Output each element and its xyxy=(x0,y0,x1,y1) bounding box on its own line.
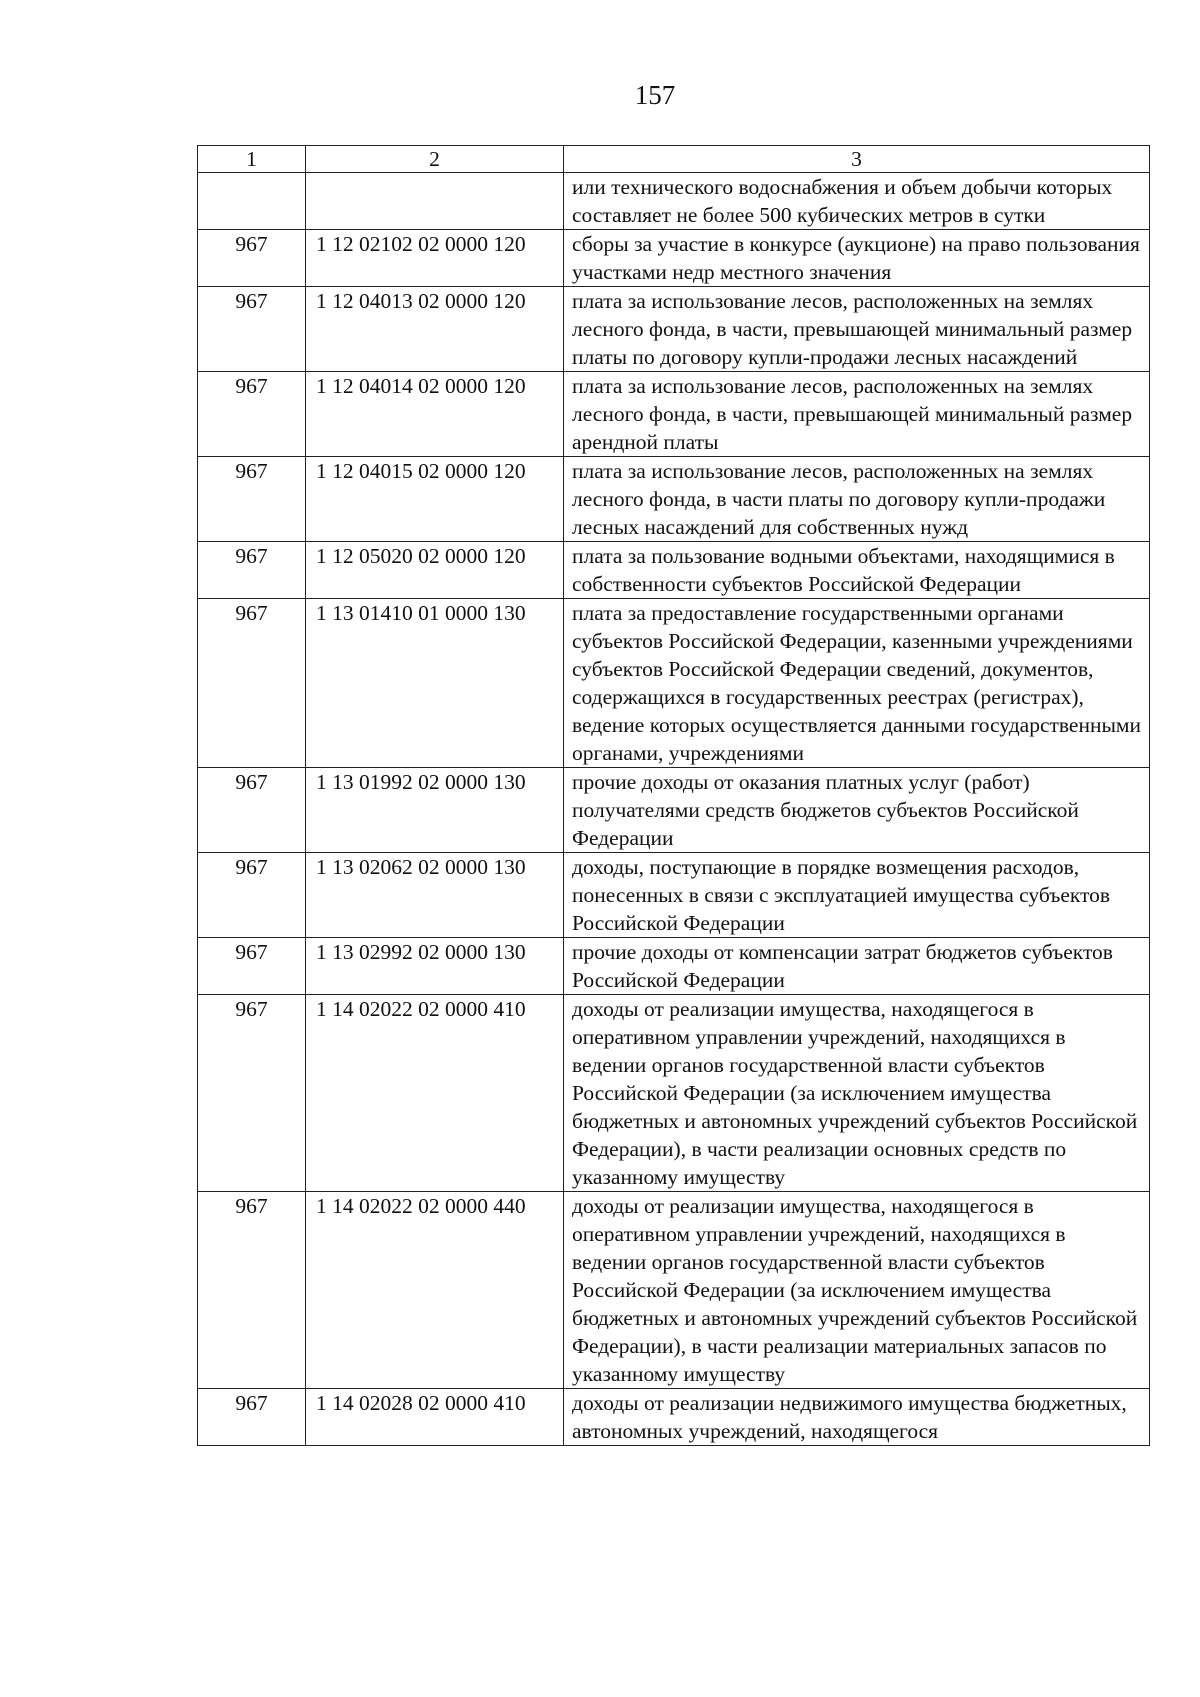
column-header-2: 2 xyxy=(306,146,564,173)
table-row xyxy=(198,173,1150,230)
revenue-code-cell: 1 14 02022 02 0000 410 xyxy=(306,995,564,1192)
description-cell: сборы за участие в конкурсе (аукционе) на право пользования участками недр местного значения xyxy=(564,230,1150,287)
revenue-code-cell: 1 14 02022 02 0000 440 xyxy=(306,1192,564,1389)
revenue-code-cell: 1 12 02102 02 0000 120 xyxy=(306,230,564,287)
revenue-codes-table xyxy=(197,145,1150,1446)
table-header-row xyxy=(198,146,1150,173)
table-row xyxy=(198,457,1150,542)
table-row xyxy=(198,995,1150,1192)
description-cell: плата за использование лесов, расположенных на землях лесного фонда, в части, превышающей минимальный размер арендной платы xyxy=(564,372,1150,457)
table-row xyxy=(198,287,1150,372)
description-cell: доходы от реализации имущества, находящегося в оперативном управлении учреждений, находящихся в ведении органов государственной власти субъектов Российской Федерации (за исключением имущества бюджетных и автономных учреждений субъектов Российской Федерации), в части реализации основных средств по указанному имуществу xyxy=(564,995,1150,1192)
description-cell: плата за использование лесов, расположенных на землях лесного фонда, в части платы по договору купли-продажи лесных насаждений для собственных нужд xyxy=(564,457,1150,542)
revenue-code-cell xyxy=(306,173,564,230)
admin-code-cell: 967 xyxy=(198,542,306,599)
page-number: 157 xyxy=(634,80,676,110)
description-cell: плата за пользование водными объектами, находящимися в собственности субъектов Российской Федерации xyxy=(564,542,1150,599)
table-body xyxy=(198,173,1150,1446)
revenue-code-cell: 1 12 04015 02 0000 120 xyxy=(306,457,564,542)
column-header-3: 3 xyxy=(564,146,1150,173)
admin-code-cell: 967 xyxy=(198,995,306,1192)
table-row xyxy=(198,599,1150,768)
admin-code-cell: 967 xyxy=(198,768,306,853)
table-row xyxy=(198,1192,1150,1389)
table-row xyxy=(198,768,1150,853)
revenue-code-cell: 1 13 02992 02 0000 130 xyxy=(306,938,564,995)
revenue-code-cell: 1 12 05020 02 0000 120 xyxy=(306,542,564,599)
revenue-code-cell: 1 12 04014 02 0000 120 xyxy=(306,372,564,457)
table-row xyxy=(198,1389,1150,1446)
table-row xyxy=(198,938,1150,995)
column-header-1: 1 xyxy=(198,146,306,173)
admin-code-cell: 967 xyxy=(198,1192,306,1389)
admin-code-cell: 967 xyxy=(198,457,306,542)
admin-code-cell: 967 xyxy=(198,1389,306,1446)
admin-code-cell: 967 xyxy=(198,853,306,938)
table-row xyxy=(198,853,1150,938)
revenue-code-cell: 1 13 02062 02 0000 130 xyxy=(306,853,564,938)
description-cell: доходы от реализации имущества, находящегося в оперативном управлении учреждений, находящихся в ведении органов государственной власти субъектов Российской Федерации (за исключением имущества бюджетных и автономных учреждений субъектов Российской Федерации), в части реализации материальных запасов по указанному имуществу xyxy=(564,1192,1150,1389)
admin-code-cell: 967 xyxy=(198,287,306,372)
revenue-code-cell: 1 14 02028 02 0000 410 xyxy=(306,1389,564,1446)
description-cell: прочие доходы от компенсации затрат бюджетов субъектов Российской Федерации xyxy=(564,938,1150,995)
admin-code-cell: 967 xyxy=(198,372,306,457)
table-row xyxy=(198,542,1150,599)
admin-code-cell xyxy=(198,173,306,230)
admin-code-cell: 967 xyxy=(198,230,306,287)
revenue-code-cell: 1 13 01992 02 0000 130 xyxy=(306,768,564,853)
revenue-code-cell: 1 12 04013 02 0000 120 xyxy=(306,287,564,372)
table-row xyxy=(198,372,1150,457)
admin-code-cell: 967 xyxy=(198,938,306,995)
description-cell: плата за использование лесов, расположенных на землях лесного фонда, в части, превышающей минимальный размер платы по договору купли-продажи лесных насаждений xyxy=(564,287,1150,372)
table-row xyxy=(198,230,1150,287)
description-cell: доходы от реализации недвижимого имущества бюджетных, автономных учреждений, находящегося xyxy=(564,1389,1150,1446)
revenue-code-cell: 1 13 01410 01 0000 130 xyxy=(306,599,564,768)
description-cell: прочие доходы от оказания платных услуг (работ) получателями средств бюджетов субъектов Российской Федерации xyxy=(564,768,1150,853)
admin-code-cell: 967 xyxy=(198,599,306,768)
description-cell: доходы, поступающие в порядке возмещения расходов, понесенных в связи с эксплуатацией имущества субъектов Российской Федерации xyxy=(564,853,1150,938)
description-cell: или технического водоснабжения и объем добычи которых составляет не более 500 кубических метров в сутки xyxy=(564,173,1150,230)
description-cell: плата за предоставление государственными органами субъектов Российской Федерации, казенными учреждениями субъектов Российской Федерации сведений, документов, содержащихся в государственных реестрах (регистрах), ведение которых осуществляется данными государственными органами, учреждениями xyxy=(564,599,1150,768)
